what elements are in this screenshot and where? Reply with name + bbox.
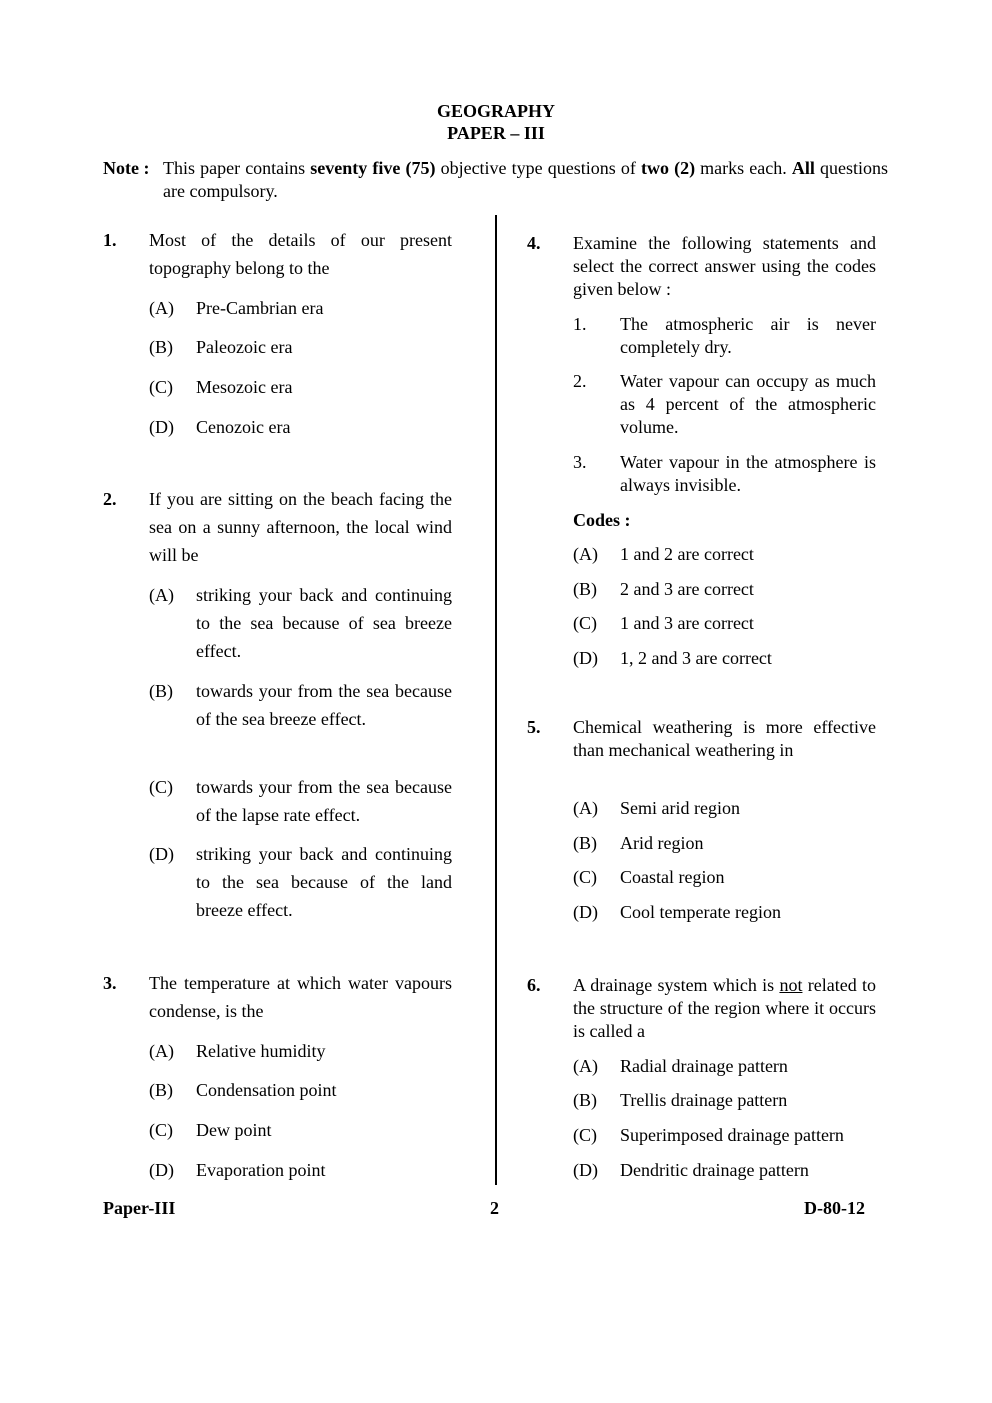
question-number: 5. [527, 717, 541, 737]
option-label: (B) [573, 833, 597, 853]
option-label: (D) [149, 844, 174, 864]
statement-text: The atmospheric air is never completely dry. [620, 314, 876, 357]
option-text: Dendritic drainage pattern [620, 1160, 809, 1180]
option-text: Pre-Cambrian era [196, 298, 324, 318]
note-part: seventy five (75) [310, 158, 436, 178]
column-divider [495, 215, 497, 1185]
option-label: (B) [573, 579, 597, 599]
question-text [573, 974, 876, 1043]
option-text: Radial drainage pattern [620, 1056, 788, 1076]
question-text-part: not [779, 975, 803, 995]
option-label: (C) [573, 613, 597, 633]
answer-option [149, 373, 452, 401]
statement-item [573, 451, 876, 497]
option-text: Trellis drainage pattern [620, 1090, 788, 1110]
option-text: Cenozoic era [196, 417, 291, 437]
answer-option [149, 333, 452, 361]
option-label: (C) [149, 1120, 173, 1140]
option-text: towards your from the sea because of the sea breeze effect. [196, 681, 452, 729]
answer-option [149, 677, 452, 733]
note-label: Note : [103, 158, 150, 178]
option-label: (C) [149, 377, 173, 397]
option-label: (B) [149, 681, 173, 701]
option-text: 1 and 2 are correct [620, 544, 754, 564]
answer-option [149, 581, 452, 665]
question-number: 2. [103, 489, 117, 509]
answer-option [149, 1076, 452, 1104]
option-text: Paleozoic era [196, 337, 293, 357]
answer-option [573, 1159, 876, 1182]
option-label: (C) [573, 867, 597, 887]
question-number: 4. [527, 233, 541, 253]
note-part: This paper contains [163, 158, 311, 178]
subject-title: GEOGRAPHY [436, 101, 555, 121]
statement-label: 2. [573, 371, 587, 391]
option-text: Dew point [196, 1120, 272, 1140]
option-label: (D) [149, 1160, 174, 1180]
option-label: (A) [573, 544, 598, 564]
answer-option [149, 294, 452, 322]
option-label: (D) [149, 417, 174, 437]
footer-paper: Paper-III [103, 1198, 176, 1218]
note-part: objective type questions of [435, 158, 641, 178]
paper-title: PAPER – III [447, 123, 545, 143]
option-text: Coastal region [620, 867, 725, 887]
question-text: Chemical weathering is more effective than mechanical weathering in [573, 717, 876, 760]
statement-text: Water vapour in the atmosphere is always invisible. [620, 452, 876, 495]
option-label: (A) [149, 298, 174, 318]
option-text: 1, 2 and 3 are correct [620, 648, 772, 668]
answer-option [149, 840, 452, 924]
question-text: The temperature at which water vapours condense, is the [149, 973, 452, 1021]
footer-page-number: 2 [490, 1198, 499, 1218]
answer-option [573, 578, 876, 601]
option-label: (D) [573, 1160, 598, 1180]
answer-option [573, 1089, 876, 1112]
option-text: striking your back and continuing to the sea because of the land breeze effect. [196, 844, 452, 920]
option-label: (A) [149, 1041, 174, 1061]
option-label: (D) [573, 902, 598, 922]
option-text: Relative humidity [196, 1041, 326, 1061]
note-part: marks each. [695, 158, 792, 178]
answer-option [149, 1116, 452, 1144]
note [103, 157, 888, 203]
option-label: (B) [149, 337, 173, 357]
note-text [163, 157, 888, 203]
option-label: (B) [573, 1090, 597, 1110]
answer-option [573, 1055, 876, 1078]
statement-item [573, 313, 876, 359]
option-text: Mesozoic era [196, 377, 293, 397]
option-label: (D) [573, 648, 598, 668]
question-number: 3. [103, 973, 117, 993]
option-text: Superimposed drainage pattern [620, 1125, 844, 1145]
answer-option [573, 866, 876, 889]
note-part: All [791, 158, 815, 178]
answer-option [573, 1124, 876, 1147]
option-text: Cool temperate region [620, 902, 781, 922]
answer-option [149, 1037, 452, 1065]
note-part: two (2) [640, 158, 696, 178]
question-text-part: A drainage system which is [573, 975, 780, 995]
question-text: Examine the following statements and select the correct answer using the codes given below : [573, 233, 876, 299]
option-label: (A) [149, 585, 174, 605]
question-text: Most of the details of our present topography belong to the [149, 230, 452, 278]
option-text: 2 and 3 are correct [620, 579, 754, 599]
answer-option [573, 901, 876, 924]
answer-option [149, 413, 452, 441]
question-text-part: related to the structure of the region where it occurs is called a [573, 975, 877, 1041]
option-text: Semi arid region [620, 798, 740, 818]
answer-option [573, 647, 876, 670]
option-text: 1 and 3 are correct [620, 613, 754, 633]
statement-label: 3. [573, 452, 587, 472]
option-text: towards your from the sea because of the lapse rate effect. [196, 777, 452, 825]
statement-label: 1. [573, 314, 587, 334]
option-text: Evaporation point [196, 1160, 326, 1180]
answer-option [573, 832, 876, 855]
statement-text: Water vapour can occupy as much as 4 percent of the atmospheric volume. [620, 371, 876, 437]
option-text: Arid region [620, 833, 704, 853]
option-text: striking your back and continuing to the sea because of sea breeze effect. [196, 585, 452, 661]
answer-option [149, 1156, 452, 1184]
option-text: Condensation point [196, 1080, 337, 1100]
option-label: (B) [149, 1080, 173, 1100]
answer-option [573, 612, 876, 635]
question-number: 1. [103, 230, 117, 250]
note-part: questions are compulsory. [163, 158, 888, 201]
option-label: (A) [573, 1056, 598, 1076]
answer-option [573, 797, 876, 820]
codes-label: Codes : [573, 510, 631, 530]
option-label: (C) [573, 1125, 597, 1145]
question-number: 6. [527, 975, 541, 995]
statement-item [573, 370, 876, 439]
option-label: (C) [149, 777, 173, 797]
question-text: If you are sitting on the beach facing the sea on a sunny afternoon, the local wind will be [149, 489, 452, 565]
answer-option [573, 543, 876, 566]
footer-code: D-80-12 [804, 1198, 865, 1218]
option-label: (A) [573, 798, 598, 818]
answer-option [149, 773, 452, 829]
